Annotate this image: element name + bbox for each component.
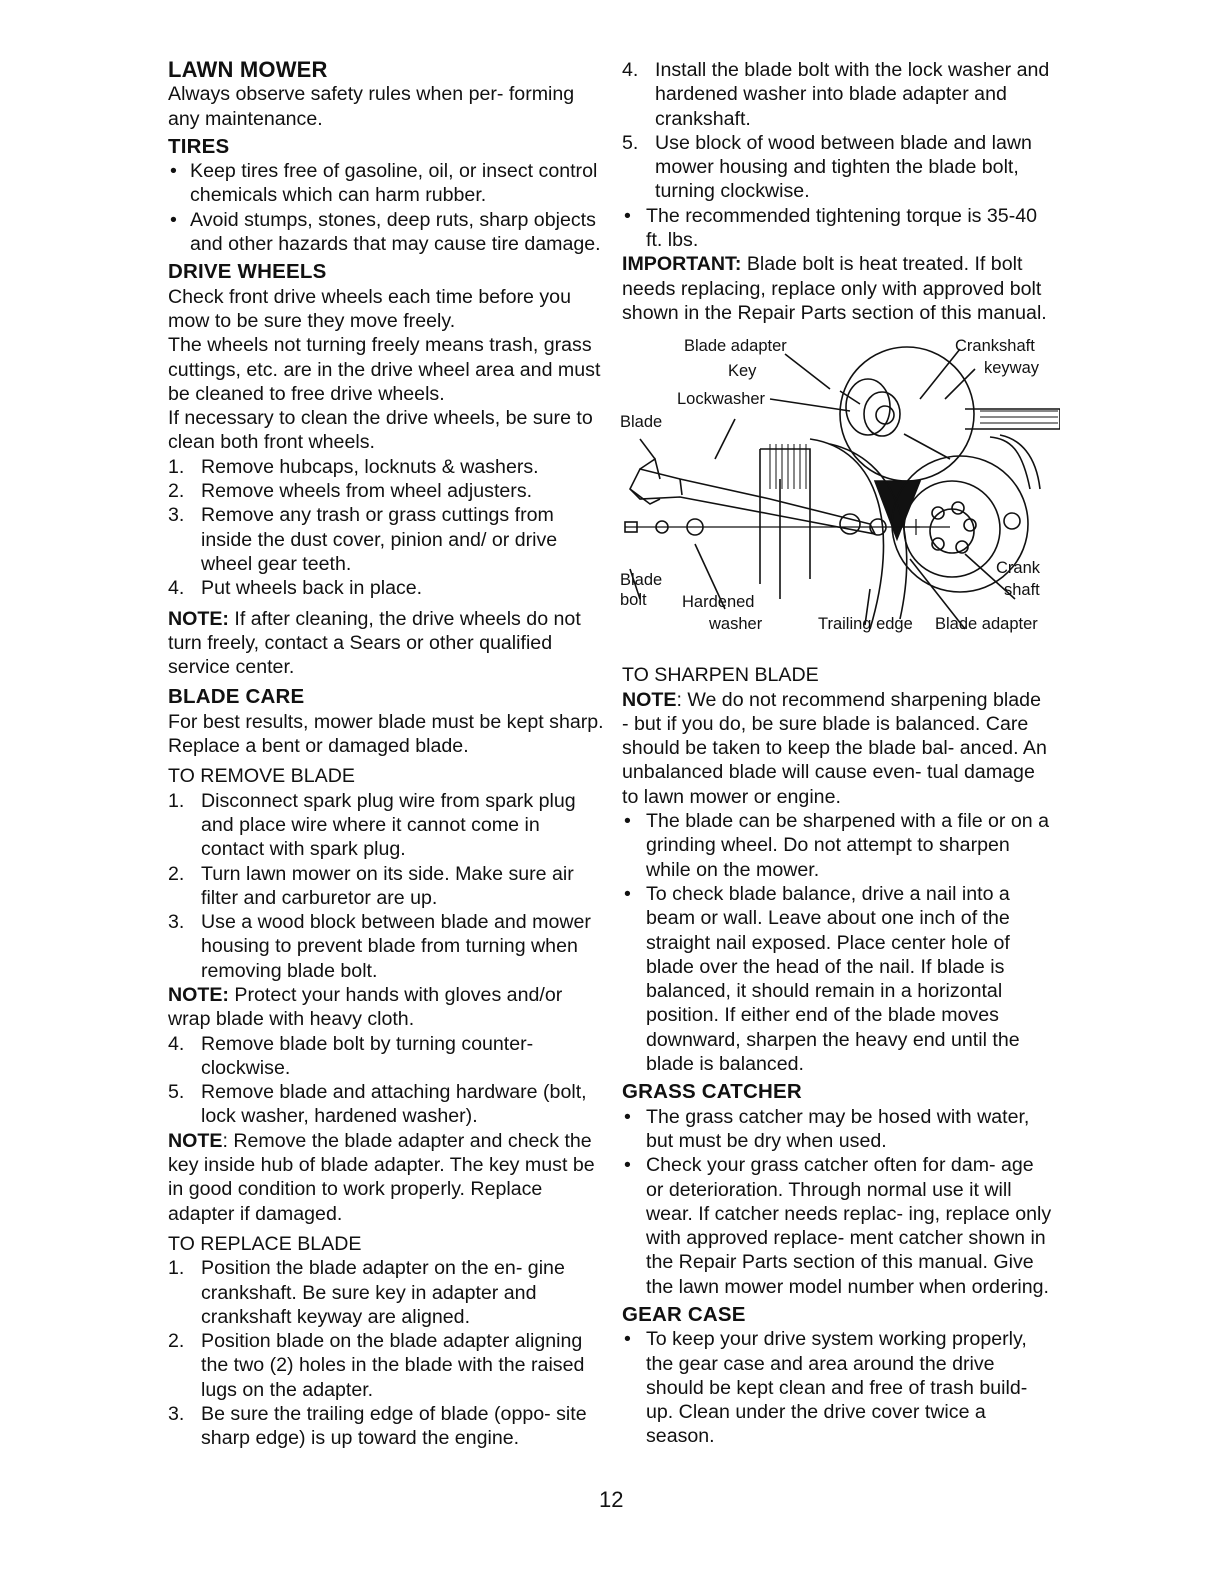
list-item: • Check your grass catcher often for dam- age or deterioration. Through normal use it will wear. If catcher needs replac- ing, replace only with approved replace- ment catcher shown in the Repair Parts section of this manual. Give the lawn mower model number when ordering. <box>624 1154 1052 1298</box>
list-item: • Avoid stumps, stones, deep ruts, sharp objects and other hazards that may cause tire damage. <box>170 208 601 256</box>
remove-blade-note: NOTE: Remove the blade adapter and check the key inside hub of blade adapter. The key must be in good condition to work properly. Replace adapter if damaged. <box>168 1129 595 1225</box>
list-item: • The blade can be sharpened with a file or on a grinding wheel. Do not attempt to sharpen while on the mower. <box>624 810 1050 881</box>
list-item: 4. Install the blade bolt with the lock washer and hardened washer into blade adapter and crankshaft. <box>622 59 1050 130</box>
list-item: 1. Disconnect spark plug wire from spark plug and place wire where it cannot come in contact with spark plug. <box>168 789 576 861</box>
blade-assembly-diagram <box>620 329 1060 659</box>
replace-blade-heading: TO REPLACE BLADE <box>168 1232 362 1255</box>
list-item: 2. Remove wheels from wheel adjusters. <box>168 480 533 503</box>
list-item: 3. Use a wood block between blade and mower housing to prevent blade from turning when removing blade bolt. <box>168 911 591 982</box>
label-lockwasher: Lockwasher <box>677 390 766 409</box>
remove-blade-note: NOTE: Protect your hands with gloves and/or wrap blade with heavy cloth. <box>168 983 563 1031</box>
list-item: 4. Remove blade bolt by turning counter- clockwise. <box>168 1032 534 1079</box>
label-washer: washer <box>709 615 763 634</box>
remove-blade-heading: TO REMOVE BLADE <box>168 765 355 788</box>
sharpen-note: NOTE: We do not recommend sharpening blade - but if you do, be sure blade is balanced. Care should be taken to keep the blade bal- anced. An unbalanced blade will cause even- tual damage to lawn mower or engine. <box>622 688 1047 808</box>
drive-wheels-para: If necessary to clean the drive wheels, be sure to clean both front wheels. <box>168 407 593 454</box>
label-blade-top: Blade <box>620 413 663 432</box>
label-blade-adapter-top: Blade adapter <box>684 337 787 356</box>
bullet-icon: • <box>624 1105 631 1128</box>
bullet-icon: • <box>624 810 631 833</box>
label-crankshaft: Crankshaft <box>955 337 1035 356</box>
lawn-mower-text: Always observe safety rules when per- forming any maintenance. <box>168 83 575 130</box>
bullet-icon: • <box>170 160 177 183</box>
list-item: 2. Position blade on the blade adapter aligning the two (2) holes in the blade with the raised lugs on the adapter. <box>168 1330 585 1401</box>
list-item: 4. Put wheels back in place. <box>168 577 423 600</box>
label-trailing-edge: Trailing edge <box>818 615 913 634</box>
drive-wheels-para: Check front drive wheels each time before you mow to be sure they move freely. <box>168 285 571 332</box>
important-note: IMPORTANT: Blade bolt is heat treated. If bolt needs replacing, replace only with approved bolt shown in the Repair Parts section of this manual. <box>622 253 1047 324</box>
list-item: 2. Turn lawn mower on its side. Make sure air filter and carburetor are up. <box>168 862 574 909</box>
list-item: • Keep tires free of gasoline, oil, or insect control chemicals which can harm rubber. <box>170 160 598 207</box>
drive-wheels-para: The wheels not turning freely means trash, grass cuttings, etc. are in the drive wheel area and must be cleaned to free drive wheels. <box>168 334 601 405</box>
label-blade-bolt-1: Blade <box>620 571 663 590</box>
gear-case-heading: GEAR CASE <box>622 1302 746 1326</box>
label-blade-adapter-bottom: Blade adapter <box>935 615 1038 634</box>
blade-care-heading: BLADE CARE <box>168 685 305 709</box>
lawn-mower-heading: LAWN MOWER <box>168 57 328 82</box>
bullet-icon: • <box>624 1328 631 1351</box>
tires-heading: TIRES <box>168 134 230 158</box>
bullet-icon: • <box>624 204 631 227</box>
label-keyway: keyway <box>984 359 1040 378</box>
right-column <box>622 58 1052 1449</box>
list-item: • The recommended tightening torque is 35-40 ft. lbs. <box>624 204 1038 252</box>
drive-wheels-note: NOTE: If after cleaning, the drive wheels do not turn freely, contact a Sears or other qualified service center. <box>168 607 581 679</box>
left-column <box>168 58 604 1451</box>
list-item: 5. Remove blade and attaching hardware (bolt, lock washer, hardened washer). <box>168 1081 587 1128</box>
bullet-icon: • <box>170 208 177 231</box>
list-item: • The grass catcher may be hosed with water, but must be dry when used. <box>624 1105 1030 1152</box>
grass-catcher-heading: GRASS CATCHER <box>622 1080 802 1104</box>
label-shaft: shaft <box>1004 581 1040 600</box>
list-item: 1. Remove hubcaps, locknuts & washers. <box>168 455 539 478</box>
label-hardened: Hardened <box>682 593 755 612</box>
list-item: • To check blade balance, drive a nail into a beam or wall. Leave about one inch of the straight nail exposed. Place center hole of blade over the head of the nail. If blade is balanced, it should remain in a horizontal position. If either end of the blade moves downward, sharpen the heavy end until the blade is balanced. <box>624 882 1020 1076</box>
drive-wheels-heading: DRIVE WHEELS <box>168 260 327 284</box>
label-crank: Crank <box>996 559 1041 578</box>
label-key: Key <box>728 362 757 381</box>
list-item: • To keep your drive system working properly, the gear case and area around the drive should be kept clean and free of trash build-up. Clean under the drive cover twice a season. <box>624 1328 1028 1448</box>
sharpen-heading: TO SHARPEN BLADE <box>622 664 819 687</box>
bullet-icon: • <box>624 882 631 905</box>
label-blade-bolt-2: bolt <box>620 591 647 610</box>
list-item: 3. Remove any trash or grass cuttings from inside the dust cover, pinion and/ or drive wheel gear teeth. <box>168 504 558 575</box>
blade-care-text: For best results, mower blade must be kept sharp. Replace a bent or damaged blade. <box>168 710 604 758</box>
page-number: 12 <box>599 1487 624 1512</box>
list-item: 1. Position the blade adapter on the en- gine crankshaft. Be sure key in adapter and crankshaft keyway are aligned. <box>168 1257 565 1328</box>
list-item: 3. Be sure the trailing edge of blade (oppo- site sharp edge) is up toward the engine. <box>168 1403 587 1450</box>
list-item: 5. Use block of wood between blade and lawn mower housing and tighten the blade bolt, turning clockwise. <box>622 131 1032 203</box>
bullet-icon: • <box>624 1154 631 1177</box>
